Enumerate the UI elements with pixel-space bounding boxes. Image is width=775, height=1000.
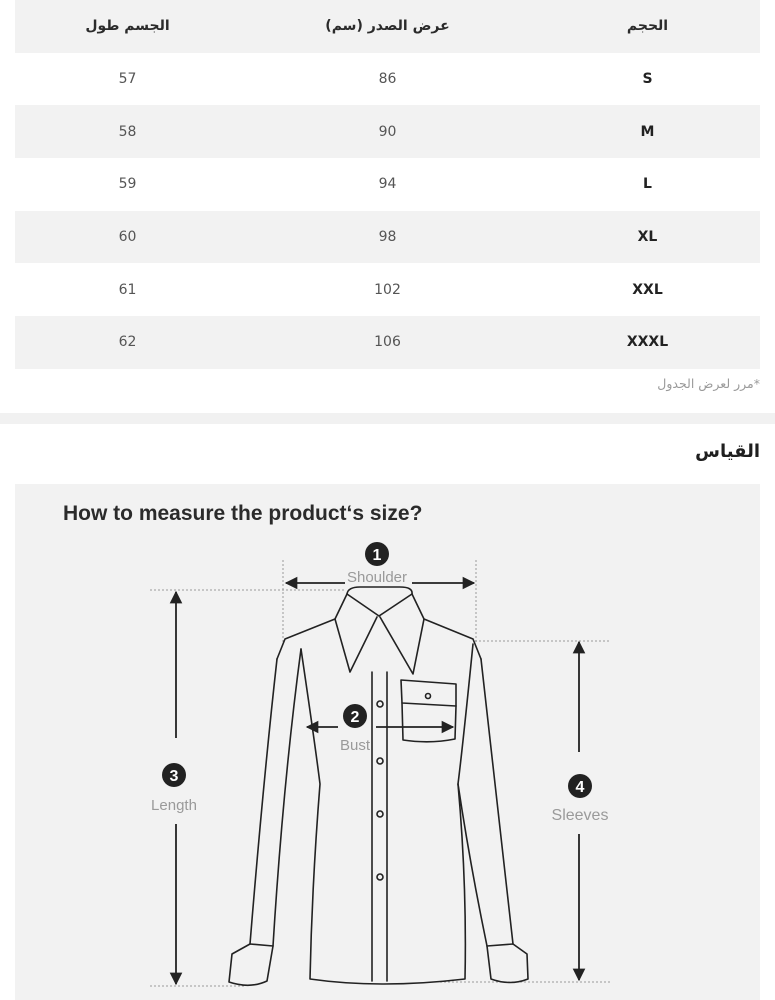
table-row: [15, 211, 760, 264]
table-header-row: [15, 0, 760, 53]
badge-4-number: 4: [575, 779, 585, 796]
chest-cell: 86: [378, 71, 397, 88]
measure-arrows: [176, 583, 579, 984]
table-row: [15, 316, 760, 369]
length-cell: 61: [118, 281, 137, 298]
guide-lines: [150, 560, 610, 986]
size-cell: S: [642, 71, 653, 88]
size-chart-table: [15, 0, 760, 369]
section-divider: [0, 413, 775, 424]
length-cell: 59: [118, 176, 137, 193]
table-row: [15, 158, 760, 211]
size-cell: XL: [637, 229, 658, 246]
shirt-outline: [229, 587, 528, 985]
header-body-length: الجسم طول: [85, 18, 170, 35]
label-sleeves: Sleeves: [551, 807, 609, 824]
table-row: [15, 263, 760, 316]
badge-3-number: 3: [169, 768, 179, 785]
size-cell: XXXL: [626, 334, 669, 351]
size-cell: L: [643, 176, 652, 193]
header-chest-width: عرض الصدر (سم): [325, 18, 450, 35]
chest-cell: 102: [374, 281, 401, 298]
chest-cell: 98: [378, 229, 397, 246]
badge-1-number: 1: [372, 547, 382, 564]
size-cell: M: [640, 123, 655, 140]
header-size: الحجم: [626, 18, 669, 35]
badge-3: [162, 763, 186, 787]
shirt-diagram: [15, 484, 760, 1000]
length-cell: 58: [118, 123, 137, 140]
badge-2: [343, 704, 367, 728]
measurement-section-title: القياس: [695, 441, 760, 462]
table-row: [15, 105, 760, 158]
length-cell: 60: [118, 229, 137, 246]
badge-1: [365, 542, 389, 566]
label-shoulder: Shoulder: [346, 569, 408, 586]
chest-cell: 94: [378, 176, 397, 193]
size-table-container[interactable]: [15, 0, 760, 369]
label-length: Length: [151, 797, 197, 814]
length-cell: 62: [118, 334, 137, 351]
badge-2-number: 2: [350, 709, 360, 726]
chest-cell: 106: [374, 334, 401, 351]
scroll-hint: *مرر لعرض الجدول: [657, 376, 760, 391]
chest-cell: 90: [378, 123, 397, 140]
measurement-guide: [15, 484, 760, 1000]
table-row: [15, 53, 760, 106]
measure-guide-heading: How to measure the product‘s size?: [63, 502, 423, 525]
size-cell: XXL: [632, 281, 663, 298]
label-bust: Bust: [339, 737, 371, 754]
length-cell: 57: [118, 71, 137, 88]
badge-4: [568, 774, 592, 798]
